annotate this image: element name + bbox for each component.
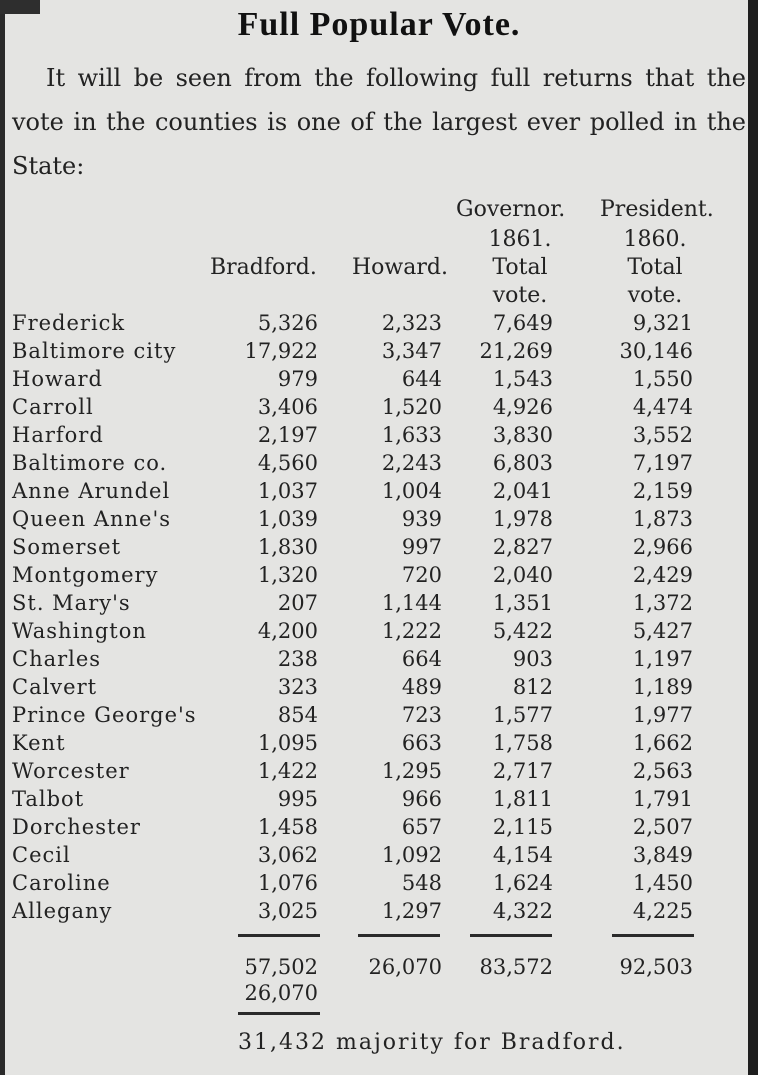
total-1860-votes: 1,977 — [632, 703, 693, 727]
total-1861-votes: 903 — [512, 647, 553, 671]
total-1861-votes: 2,827 — [492, 535, 553, 559]
county-name: Somerset — [12, 535, 122, 559]
header-bradford: Bradford. — [210, 255, 317, 280]
total-1861-votes: 4,322 — [492, 899, 553, 923]
county-name: St. Mary's — [12, 591, 131, 615]
total-1860-votes: 30,146 — [619, 339, 693, 363]
total-1861: 83,572 — [479, 955, 553, 979]
header-total-governor-1: Total — [492, 255, 548, 280]
bradford-votes: 323 — [277, 675, 318, 699]
howard-votes: 644 — [401, 367, 442, 391]
total-1861-votes: 21,269 — [479, 339, 553, 363]
total-1860-votes: 1,873 — [632, 507, 693, 531]
howard-votes: 1,092 — [381, 843, 442, 867]
total-1860-votes: 1,550 — [632, 367, 693, 391]
scan-edge-left — [0, 0, 5, 1075]
howard-votes: 939 — [401, 507, 442, 531]
county-name: Kent — [12, 731, 66, 755]
howard-votes: 657 — [401, 815, 442, 839]
howard-votes: 489 — [401, 675, 442, 699]
total-1860-votes: 5,427 — [632, 619, 693, 643]
rule-total-1861 — [470, 934, 552, 937]
header-president-label: President. — [600, 197, 714, 222]
total-1860-votes: 3,849 — [632, 843, 693, 867]
howard-votes: 663 — [401, 731, 442, 755]
bradford-votes: 2,197 — [257, 423, 318, 447]
total-1861-votes: 4,926 — [492, 395, 553, 419]
total-1860-votes: 2,507 — [632, 815, 693, 839]
county-name: Cecil — [12, 843, 71, 867]
howard-votes: 997 — [401, 535, 442, 559]
howard-votes: 3,347 — [381, 339, 442, 363]
header-total-president-1: Total — [627, 255, 683, 280]
bradford-votes: 854 — [277, 703, 318, 727]
county-name: Anne Arundel — [12, 479, 171, 503]
rule-majority — [238, 1012, 320, 1015]
howard-votes: 2,323 — [381, 311, 442, 335]
howard-votes: 1,520 — [381, 395, 442, 419]
howard-votes: 720 — [401, 563, 442, 587]
total-1861-votes: 1,758 — [492, 731, 553, 755]
total-1860-votes: 1,189 — [632, 675, 693, 699]
total-1860-votes: 9,321 — [632, 311, 693, 335]
bradford-votes: 3,406 — [257, 395, 318, 419]
bradford-votes: 995 — [277, 787, 318, 811]
bradford-votes: 4,560 — [257, 451, 318, 475]
total-howard: 26,070 — [368, 955, 442, 979]
howard-votes: 2,243 — [381, 451, 442, 475]
total-1861-votes: 2,040 — [492, 563, 553, 587]
total-1861-votes: 6,803 — [492, 451, 553, 475]
total-1861-votes: 812 — [512, 675, 553, 699]
bradford-votes: 1,037 — [257, 479, 318, 503]
intro-paragraph: It will be seen from the following full returns that the vote in the counties is one of the largest ever polled in the State: — [12, 64, 746, 180]
county-name: Queen Anne's — [12, 507, 171, 531]
rule-total-1860 — [612, 934, 694, 937]
county-name: Allegany — [12, 899, 113, 923]
bradford-votes: 1,422 — [257, 759, 318, 783]
rule-howard — [358, 934, 440, 937]
county-name: Howard — [12, 367, 103, 391]
county-name: Worcester — [12, 759, 130, 783]
total-1860-votes: 1,197 — [632, 647, 693, 671]
bradford-votes: 207 — [277, 591, 318, 615]
total-1860-votes: 1,791 — [632, 787, 693, 811]
county-name: Baltimore city — [12, 339, 177, 363]
bradford-votes: 17,922 — [244, 339, 318, 363]
county-name: Baltimore co. — [12, 451, 168, 475]
bradford-votes: 1,039 — [257, 507, 318, 531]
county-name: Caroline — [12, 871, 111, 895]
county-column — [12, 309, 197, 925]
total-1861-votes: 1,811 — [492, 787, 553, 811]
total-1860-votes: 2,966 — [632, 535, 693, 559]
rule-bradford — [238, 934, 320, 937]
county-name: Washington — [12, 619, 147, 643]
howard-votes: 664 — [401, 647, 442, 671]
total-1861-votes: 1,577 — [492, 703, 553, 727]
total-bradford: 57,502 — [244, 955, 318, 979]
total-1861-votes: 7,649 — [492, 311, 553, 335]
total-1861-votes: 1,624 — [492, 871, 553, 895]
total-1861-votes: 5,422 — [492, 619, 553, 643]
county-name: Dorchester — [12, 815, 141, 839]
header-governor-year: 1861. — [488, 227, 552, 252]
article-headline: Full Popular Vote. — [237, 6, 521, 43]
header-total-governor-2: vote. — [492, 283, 548, 308]
howard-votes: 1,297 — [381, 899, 442, 923]
bradford-column — [220, 309, 318, 925]
howard-votes: 1,144 — [381, 591, 442, 615]
total-1860-votes: 2,429 — [632, 563, 693, 587]
total-1860-votes: 3,552 — [632, 423, 693, 447]
howard-votes: 966 — [401, 787, 442, 811]
bradford-votes: 5,326 — [257, 311, 318, 335]
bradford-votes: 238 — [277, 647, 318, 671]
bradford-votes: 3,025 — [257, 899, 318, 923]
total-1860-votes: 1,372 — [632, 591, 693, 615]
bradford-votes: 4,200 — [257, 619, 318, 643]
total-1860-votes: 4,474 — [632, 395, 693, 419]
county-name: Charles — [12, 647, 102, 671]
howard-votes: 1,295 — [381, 759, 442, 783]
total-1861-votes: 2,717 — [492, 759, 553, 783]
county-name: Prince George's — [12, 703, 197, 727]
howard-votes: 548 — [401, 871, 442, 895]
total-1861-votes: 3,830 — [492, 423, 553, 447]
bradford-votes: 1,095 — [257, 731, 318, 755]
total-1860-votes: 2,563 — [632, 759, 693, 783]
header-president-year: 1860. — [623, 227, 687, 252]
total-1860-votes: 4,225 — [632, 899, 693, 923]
total-1861-votes: 2,041 — [492, 479, 553, 503]
howard-votes: 723 — [401, 703, 442, 727]
howard-column — [340, 309, 442, 925]
howard-votes: 1,004 — [381, 479, 442, 503]
county-name: Carroll — [12, 395, 94, 419]
county-name: Montgomery — [12, 563, 159, 587]
header-total-president-2: vote. — [627, 283, 683, 308]
total-1861-votes: 1,351 — [492, 591, 553, 615]
total-1860-column — [590, 309, 693, 925]
majority-line: 31,432 majority for Bradford. — [238, 1030, 626, 1055]
scan-edge-right — [748, 0, 758, 1075]
total-1860-votes: 1,450 — [632, 871, 693, 895]
header-howard: Howard. — [352, 255, 448, 280]
howard-votes: 1,222 — [381, 619, 442, 643]
bradford-votes: 3,062 — [257, 843, 318, 867]
howard-votes: 1,633 — [381, 423, 442, 447]
bradford-votes: 1,320 — [257, 563, 318, 587]
total-1861-votes: 1,978 — [492, 507, 553, 531]
bradford-votes: 1,076 — [257, 871, 318, 895]
county-name: Frederick — [12, 311, 126, 335]
total-1861-votes: 1,543 — [492, 367, 553, 391]
county-name: Talbot — [12, 787, 85, 811]
total-1860-votes: 1,662 — [632, 731, 693, 755]
bradford-votes: 1,458 — [257, 815, 318, 839]
total-1861-votes: 4,154 — [492, 843, 553, 867]
total-1860-votes: 7,197 — [632, 451, 693, 475]
county-name: Harford — [12, 423, 104, 447]
total-bradford-subtracted: 26,070 — [244, 981, 318, 1005]
county-name: Calvert — [12, 675, 98, 699]
total-1860: 92,503 — [619, 955, 693, 979]
total-1861-votes: 2,115 — [492, 815, 553, 839]
total-1860-votes: 2,159 — [632, 479, 693, 503]
total-1861-column — [455, 309, 553, 925]
header-governor-label: Governor. — [456, 197, 566, 222]
bradford-votes: 979 — [277, 367, 318, 391]
bradford-votes: 1,830 — [257, 535, 318, 559]
